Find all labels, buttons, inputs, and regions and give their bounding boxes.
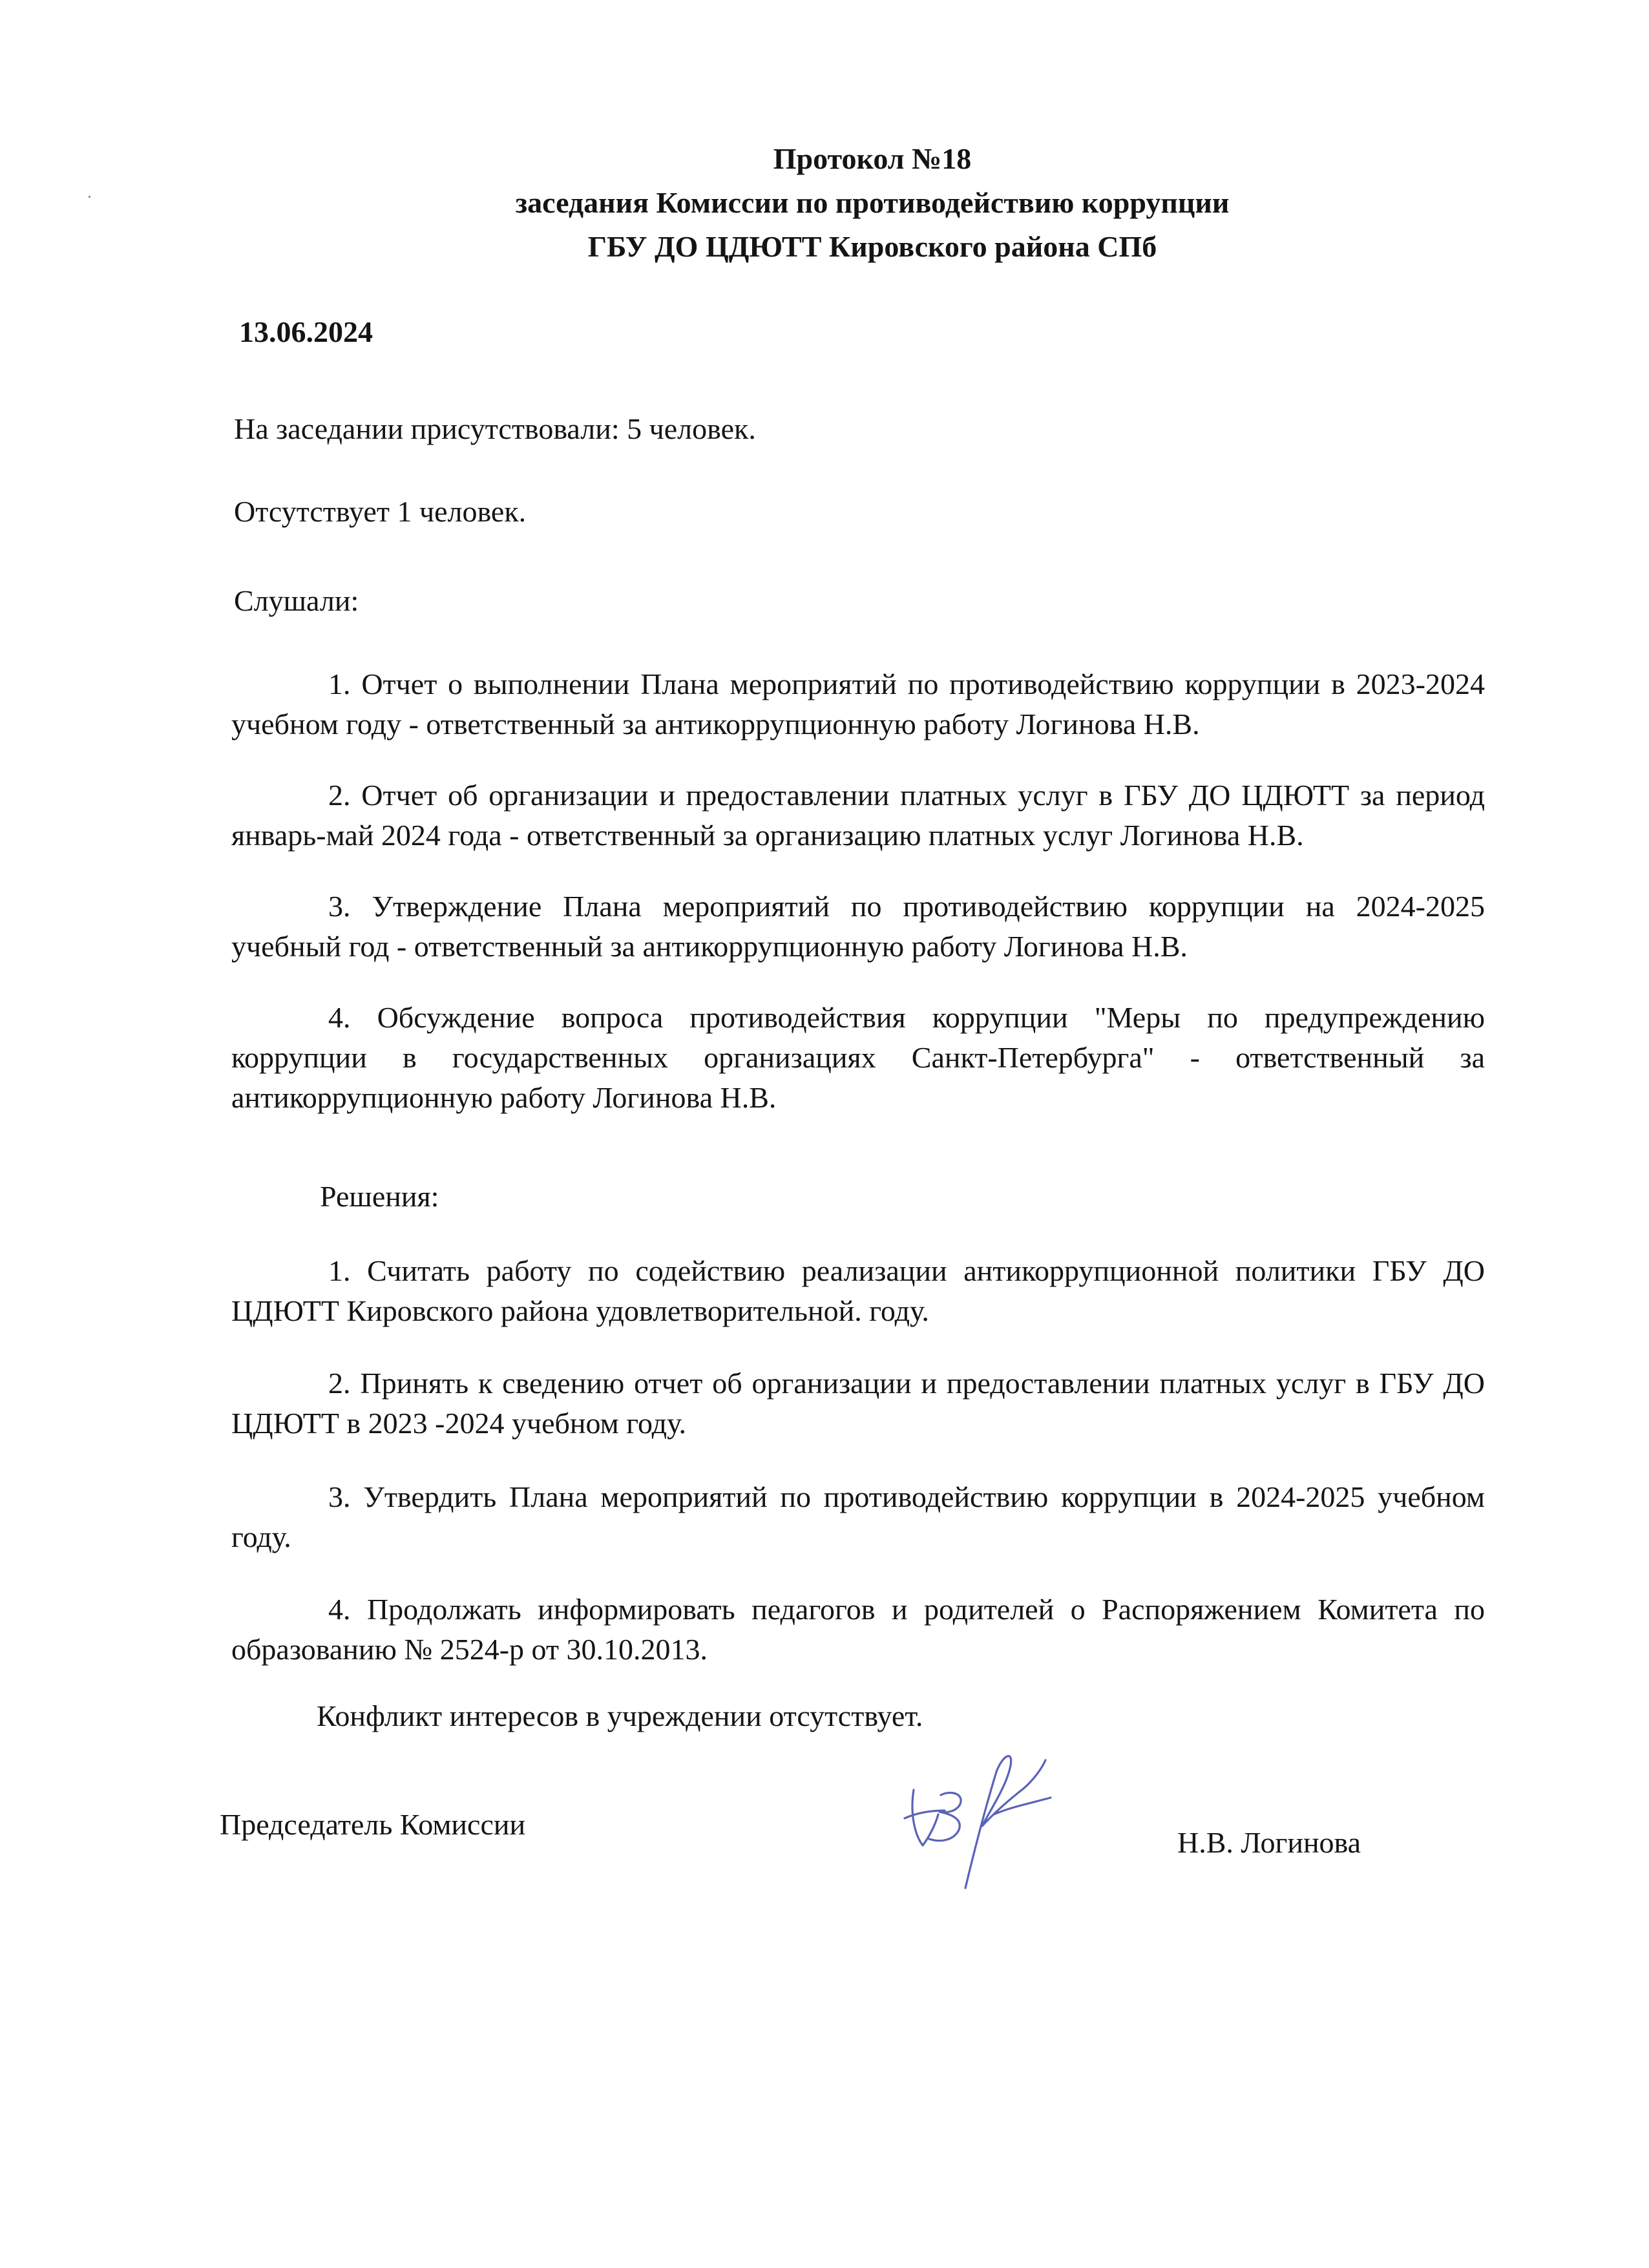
heard-heading: Слушали:: [234, 584, 359, 617]
document-title: [0, 137, 1649, 269]
decision-item: 1. Считать работу по содействию реализации антикоррупционной политики ГБУ ДО ЦДЮТТ Кировского района удовлетворительной. году.: [231, 1254, 1485, 1327]
attendance-absent: Отсутствует 1 человек.: [234, 495, 527, 528]
title-line-3: ГБУ ДО ЦДЮТТ Кировского района СПб: [587, 230, 1157, 263]
conflict-statement: Конфликт интересов в учреждении отсутствует.: [317, 1699, 923, 1732]
chairman-name: Н.В. Логинова: [1177, 1826, 1361, 1859]
heard-item: 1. Отчет о выполнении Плана мероприятий по противодействию коррупции в 2023-2024 учебном году - ответственный за антикоррупционную работу Логинова Н.В.: [231, 667, 1485, 740]
decisions-heading: Решения:: [320, 1180, 439, 1213]
decision-item: 3. Утвердить Плана мероприятий по противодействию коррупции в 2024-2025 учебном году.: [231, 1480, 1485, 1553]
title-line-2: заседания Комиссии по противодействию коррупции: [515, 186, 1230, 219]
title-line-1: Протокол №18: [773, 142, 972, 175]
heard-item: 2. Отчет об организации и предоставлении платных услуг в ГБУ ДО ЦДЮТТ за период январь-май 2024 года - ответственный за организацию платных услуг Логинова Н.В.: [231, 779, 1485, 852]
meeting-date: 13.06.2024: [239, 315, 373, 348]
decision-item: 2. Принять к сведению отчет об организации и предоставлении платных услуг в ГБУ ДО ЦДЮТТ в 2023 -2024 учебном году.: [231, 1367, 1485, 1440]
attendance-present: На заседании присутствовали: 5 человек.: [234, 412, 756, 445]
heard-item: 3. Утверждение Плана мероприятий по противодействию коррупции на 2024-2025 учебный год - ответственный за антикоррупционную работу Логинова Н.В.: [231, 890, 1485, 963]
chairman-title: Председатель Комиссии: [220, 1808, 526, 1841]
heard-item: 4. Обсуждение вопроса противодействия коррупции "Меры по предупреждению коррупции в государственных организациях Санкт-Петербурга" - ответственный за антикоррупционную работу Логинова Н.В.: [231, 1001, 1485, 1114]
handwritten-signature: [885, 1738, 1053, 1893]
decision-item: 4. Продолжать информировать педагогов и родителей о Распоряжением Комитета по образованию № 2524-р от 30.10.2013.: [231, 1593, 1485, 1666]
